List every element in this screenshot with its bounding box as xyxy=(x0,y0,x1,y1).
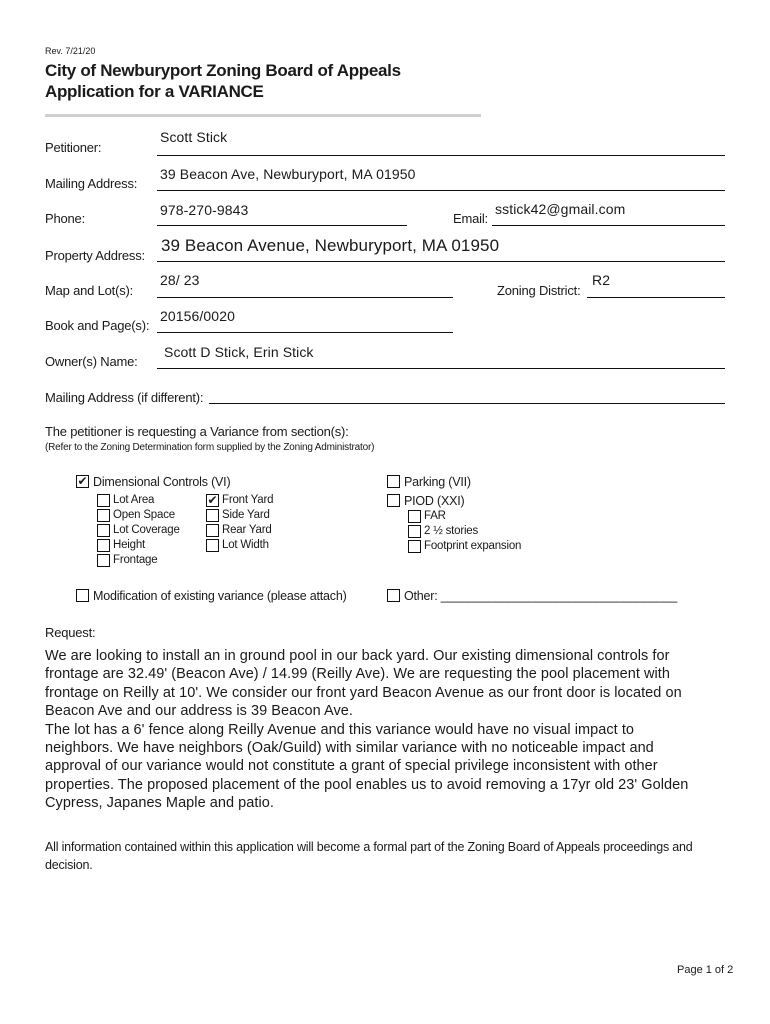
variance-heading: The petitioner is requesting a Variance from section(s): xyxy=(45,424,349,439)
owners-line xyxy=(157,368,725,369)
zoning-district-field[interactable]: R2 xyxy=(592,272,611,288)
side-yard-checkbox[interactable] xyxy=(206,509,219,522)
mailing-address-line xyxy=(157,190,725,191)
lot-area-checkbox[interactable] xyxy=(97,494,110,507)
far-checkbox[interactable] xyxy=(408,510,421,523)
open-space-label: Open Space xyxy=(113,509,175,521)
form-title xyxy=(45,60,401,102)
modification-label: Modification of existing variance (please attach) xyxy=(93,589,347,603)
book-pages-label: Book and Page(s): xyxy=(45,318,150,333)
mailing-different-line xyxy=(209,403,725,404)
phone-line xyxy=(157,225,407,226)
title-line-1: City of Newburyport Zoning Board of Appeals xyxy=(45,61,401,80)
title-divider xyxy=(45,114,481,117)
footprint-expansion-checkbox[interactable] xyxy=(408,540,421,553)
book-pages-line xyxy=(157,332,453,333)
variance-note: (Refer to the Zoning Determination form supplied by the Zoning Administrator) xyxy=(45,442,375,453)
lot-coverage-checkbox[interactable] xyxy=(97,524,110,537)
zoning-district-label: Zoning District: xyxy=(497,283,581,298)
email-field[interactable]: sstick42@gmail.com xyxy=(495,201,626,217)
email-line xyxy=(492,225,725,226)
rear-yard-label: Rear Yard xyxy=(222,524,272,536)
page-number: Page 1 of 2 xyxy=(677,964,734,976)
far-label: FAR xyxy=(424,510,446,522)
parking-checkbox[interactable] xyxy=(387,475,400,488)
rear-yard-checkbox[interactable] xyxy=(206,524,219,537)
dimensional-controls-label: Dimensional Controls (VI) xyxy=(93,475,231,489)
request-text[interactable]: We are looking to install an in ground pool in our back yard. Our existing dimensional controls for frontage are 32.49' (Beacon Ave) / 14.99 (Reilly Ave). We are requesting the pool placement with frontage on Reilly at 10'. We consider our front yard Beacon Avenue as our front door is located on Beacon Ave and our address is 39 Beacon Ave. The lot has a 6' fence along Reilly Avenue and this variance would have no visual impact to neighbors. We have neighbors (Oak/Guild) with similar variance with no noticeable impact and approval of our variance would not constitute a grant of special privilege inconsistent with other properties. The proposed placement of the pool enables us to avoid removing a 17yr old 23' Golden Cypress, Japanes Maple and patio. xyxy=(45,648,689,812)
piod-checkbox[interactable] xyxy=(387,494,400,507)
petitioner-line xyxy=(157,155,725,156)
height-checkbox[interactable] xyxy=(97,539,110,552)
book-pages-field[interactable]: 20156/0020 xyxy=(160,308,235,324)
height-label: Height xyxy=(113,539,146,551)
front-yard-checkbox[interactable]: ✔ xyxy=(207,493,218,507)
lot-area-label: Lot Area xyxy=(113,494,155,506)
frontage-label: Frontage xyxy=(113,554,158,566)
footprint-expansion-label: Footprint expansion xyxy=(424,540,522,552)
property-address-label: Property Address: xyxy=(45,248,145,263)
owners-field[interactable]: Scott D Stick, Erin Stick xyxy=(164,344,314,360)
request-label: Request: xyxy=(45,625,96,640)
property-address-field[interactable]: 39 Beacon Avenue, Newburyport, MA 01950 xyxy=(161,236,500,255)
map-lots-label: Map and Lot(s): xyxy=(45,283,134,298)
lot-width-label: Lot Width xyxy=(222,539,269,551)
petitioner-field[interactable]: Scott Stick xyxy=(160,129,228,145)
parking-label: Parking (VII) xyxy=(404,475,471,489)
two-half-stories-checkbox[interactable] xyxy=(408,525,421,538)
mailing-address-label: Mailing Address: xyxy=(45,176,138,191)
frontage-checkbox[interactable] xyxy=(97,554,110,567)
phone-label: Phone: xyxy=(45,211,86,226)
zoning-district-line xyxy=(587,297,725,298)
lot-coverage-label: Lot Coverage xyxy=(113,524,180,536)
open-space-checkbox[interactable] xyxy=(97,509,110,522)
mailing-address-field[interactable]: 39 Beacon Ave, Newburyport, MA 01950 xyxy=(160,166,416,182)
front-yard-label: Front Yard xyxy=(222,494,274,506)
other-label: Other: ___________________________________ xyxy=(404,589,678,603)
revision-date: Rev. 7/21/20 xyxy=(45,46,96,56)
owners-label: Owner(s) Name: xyxy=(45,354,138,369)
title-line-2: Application for a VARIANCE xyxy=(45,82,264,101)
piod-label: PIOD (XXI) xyxy=(404,494,465,508)
petitioner-label: Petitioner: xyxy=(45,140,102,155)
two-half-stories-label: 2 ½ stories xyxy=(424,525,479,537)
mailing-different-label: Mailing Address (if different): xyxy=(45,390,204,405)
footer-notice: All information contained within this application will become a formal part of the Zoning Board of Appeals proceedings and decision. xyxy=(45,840,693,872)
map-lots-line xyxy=(157,297,453,298)
lot-width-checkbox[interactable] xyxy=(206,539,219,552)
side-yard-label: Side Yard xyxy=(222,509,270,521)
map-lots-field[interactable]: 28/ 23 xyxy=(160,272,200,288)
property-address-line xyxy=(157,261,725,262)
phone-field[interactable]: 978-270-9843 xyxy=(160,202,249,218)
modification-checkbox[interactable] xyxy=(76,589,89,602)
dimensional-controls-checkbox[interactable]: ✔ xyxy=(77,474,88,488)
other-checkbox[interactable] xyxy=(387,589,400,602)
email-label: Email: xyxy=(453,211,488,226)
